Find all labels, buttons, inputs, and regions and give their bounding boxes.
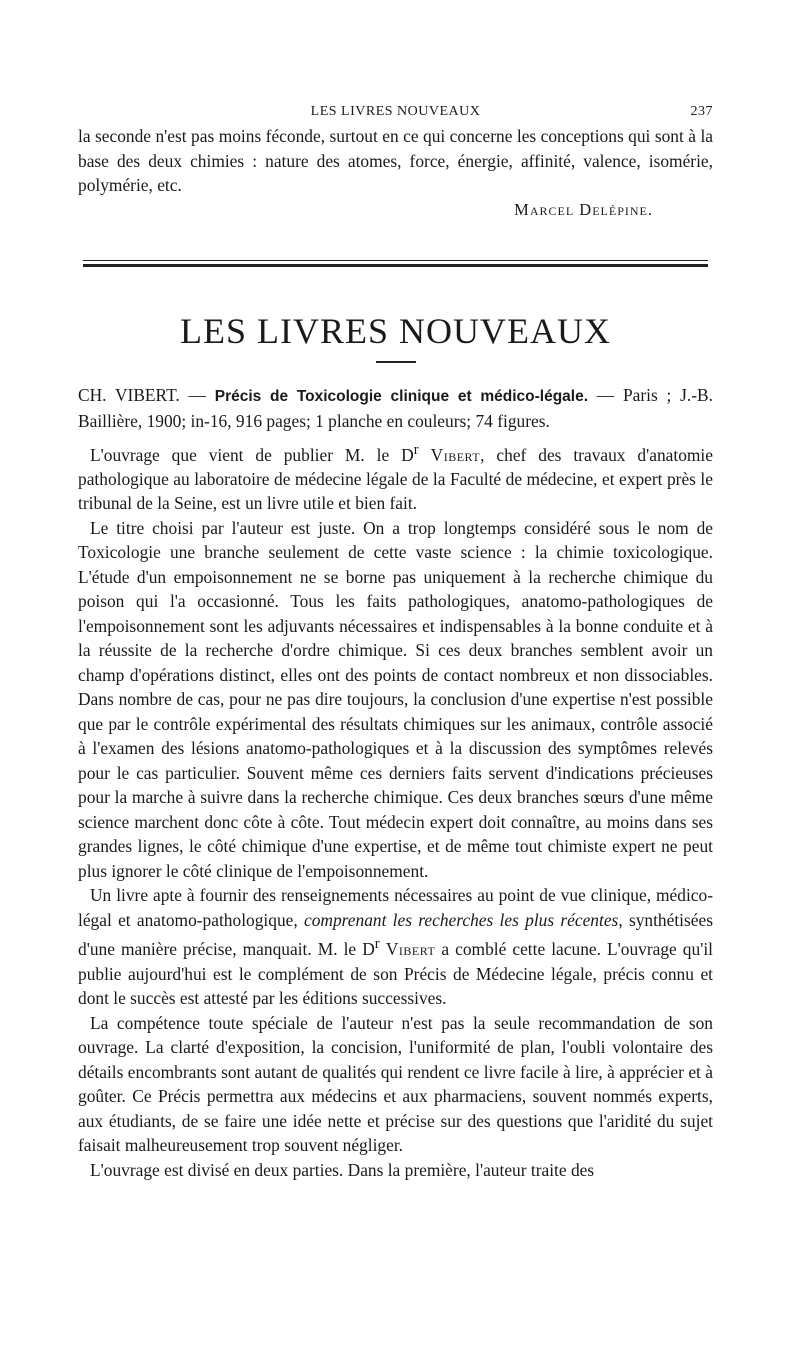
book-author: CH. VIBERT.	[78, 384, 180, 405]
review-p3-text: Un livre apte à fournir des renseignements nécessaires au point de vue clinique, médico-légal et anatomo-pathologique,	[78, 885, 713, 930]
review-paragraph-1	[78, 438, 713, 516]
title-short-rule	[376, 361, 416, 363]
review-p3-sup: r	[374, 936, 380, 953]
running-header	[78, 100, 713, 124]
section-title: LES LIVRES NOUVEAUX	[180, 310, 611, 351]
review-paragraph-3	[78, 883, 713, 1010]
review-p1-name: Vibert	[418, 444, 481, 465]
running-title: LES LIVRES NOUVEAUX	[310, 104, 481, 119]
previous-review-signature: Marcel Delépine.	[514, 199, 653, 219]
section-divider	[83, 260, 708, 267]
review-paragraph-4: La compétence toute spéciale de l'auteur n'est pas la seule recommandation de son ouvrage. La clarté d'exposition, la concision, l'uniformité de plan, l'oubli volontaire des détails encombrants sont autant de qualités qui rendent ce livre facile à lire, à apprécier et à goûter. Ce Précis permettra aux médecins et aux pharmaciens, souvent nommés experts, aux étudiants, de se faire une idée nette et précise sur des questions que l'aridité du sujet faisait malheureusement trop souvent négliger.	[78, 1012, 713, 1156]
previous-review-text: la seconde n'est pas moins féconde, surtout en ce qui concerne les conceptions qui sont à la base des deux chimies : nature des atomes, force, énergie, affinité, valence, isomérie, polymérie, etc.	[78, 126, 713, 195]
book-title: Précis de Toxicologie clinique et médico-légale.	[214, 387, 589, 405]
review-p3-italic: comprenant les recherches les plus récentes	[303, 909, 619, 930]
review-p3-text-mid: , synthétisées d'une manière précise, manquait. M. le D	[78, 909, 713, 960]
book-publication: — Paris ; J.-B. Baillière, 1900; in-16, 916 pages; 1 planche en couleurs; 74 figures.	[78, 384, 713, 431]
review-p1-text: L'ouvrage que vient de publier M. le D	[90, 444, 414, 465]
page-number: 237	[690, 104, 713, 119]
review-p3-text-end: a comblé cette lacune. L'ouvrage qu'il publie aujourd'hui est le complément de son Précis de Médecine légale, précis connu et dont le succès est attesté par les éditions successives.	[78, 939, 713, 1009]
review-paragraph-5: L'ouvrage est divisé en deux parties. Dans la première, l'auteur traite des	[90, 1159, 595, 1180]
review-p1-text-end: , chef des travaux d'anatomie pathologique au laboratoire de médecine légale de la Faculté de médecine, et expert près le tribunal de la Seine, est un livre utile et bien fait.	[78, 444, 713, 514]
book-dash: —	[179, 384, 215, 405]
divider-thick-line	[83, 264, 708, 267]
review-paragraph-2: Le titre choisi par l'auteur est juste. On a trop longtemps considéré sous le nom de Toxicologie une branche seulement de cette vaste science : la chimie toxicologique. L'étude d'un empoisonnement ne se borne pas uniquement à la recherche chimique du poison qui l'a occasionné. Tous les faits pathologiques, anatomo-pathologiques de l'empoisonnement sont les adjuvants nécessaires et indispensables à la bonne conduite et à la réussite de la recherche d'ordre chimique. Si ces deux branches semblent avoir un champ d'opérations distinct, elles ont des points de contact nombreux et non dissociables. Dans nombre de cas, pour ne pas dire toujours, la conclusion d'une expertise n'est possible que par le contrôle expérimental des résultats chimiques sur les animaux, contrôle associé à l'examen des lésions anatomo-pathologiques et à la discussion des symptômes relevés pour le cas particulier. Souvent même ces derniers faits servent d'indications précieuses pour la marche à suivre dans la recherche chimique. Ces deux branches sœurs d'une même science marchent donc côte à côte. Tout médecin expert doit connaître, au moins dans ses grandes lignes, le côté chimique d'une expertise, et de même tout chimiste expert ne peut plus ignorer le côté clinique de l'empoisonnement.	[78, 517, 713, 881]
book-reference	[78, 383, 713, 434]
divider-thin-line	[83, 260, 708, 261]
page	[78, 100, 713, 1182]
review-p1-sup: r	[413, 441, 419, 458]
review-p3-name: Vibert	[379, 939, 436, 960]
